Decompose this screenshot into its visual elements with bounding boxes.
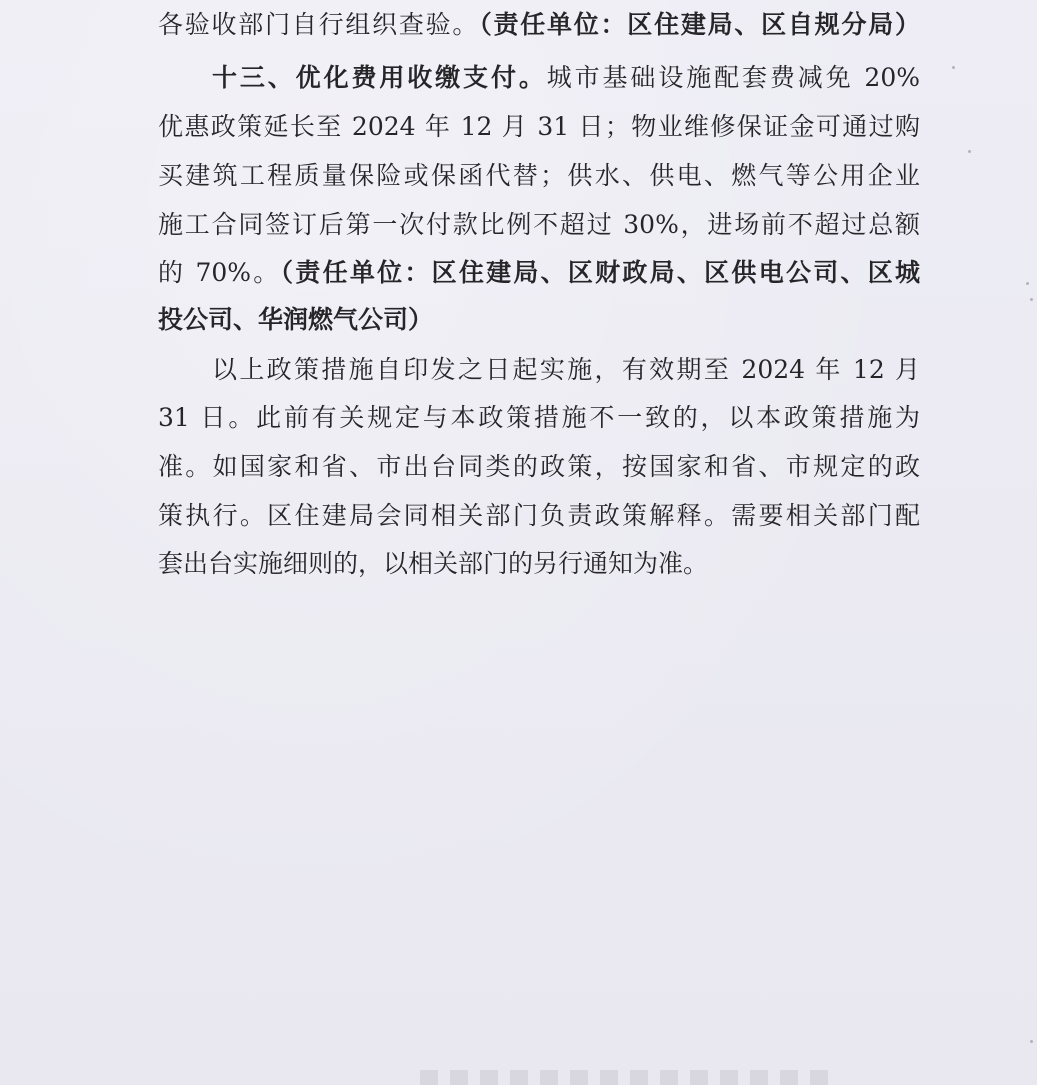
paper-speck <box>968 150 971 153</box>
line-text: 城市基础设施配套费减免 20% <box>546 63 920 92</box>
paragraph-line <box>158 4 920 46</box>
line-text: 的 70%。 <box>158 258 281 287</box>
line-text: 以上政策措施自印发之日起实施，有效期至 2024 年 12 月 <box>212 355 920 384</box>
paragraph-line <box>158 397 920 439</box>
line-text: 31 日。此前有关规定与本政策措施不一致的，以本政策措施为 <box>158 403 920 432</box>
line-text: 策执行。区住建局会同相关部门负责政策解释。需要相关部门配 <box>158 501 920 530</box>
paragraph-line <box>158 299 920 341</box>
paper-speck <box>1030 1040 1033 1043</box>
paragraph-line <box>158 106 920 148</box>
paragraph-line <box>158 543 920 585</box>
line-text: 各验收部门自行组织查验。 <box>158 10 480 39</box>
bleed-through-text <box>420 1070 840 1085</box>
paragraph-line <box>158 204 920 246</box>
line-text: 买建筑工程质量保险或保函代替；供水、供电、燃气等公用企业 <box>158 161 920 190</box>
paragraph-line <box>212 349 920 391</box>
paragraph-line <box>158 495 920 537</box>
responsible-units: （责任单位：区住建局、区自规分局） <box>479 10 920 39</box>
paper-speck <box>1026 282 1029 285</box>
paragraph-line <box>158 252 920 294</box>
line-text: 优惠政策延长至 2024 年 12 月 31 日；物业维修保证金可通过购 <box>158 112 920 141</box>
line-text: 准。如国家和省、市出台同类的政策，按国家和省、市规定的政 <box>158 452 920 481</box>
paper-speck <box>952 66 955 69</box>
section-heading: 十三、优化费用收缴支付。 <box>212 63 547 92</box>
paragraph-line <box>158 446 920 488</box>
responsible-units: （责任单位：区住建局、区财政局、区供电公司、区城 <box>280 258 920 287</box>
line-text: 施工合同签订后第一次付款比例不超过 30%，进场前不超过总额 <box>158 210 920 239</box>
paper-speck <box>1030 298 1033 301</box>
paragraph-line <box>212 57 920 99</box>
line-text: 套出台实施细则的，以相关部门的另行通知为准。 <box>158 549 709 578</box>
responsible-units: 投公司、华润燃气公司） <box>158 305 434 334</box>
paragraph-line <box>158 155 920 197</box>
